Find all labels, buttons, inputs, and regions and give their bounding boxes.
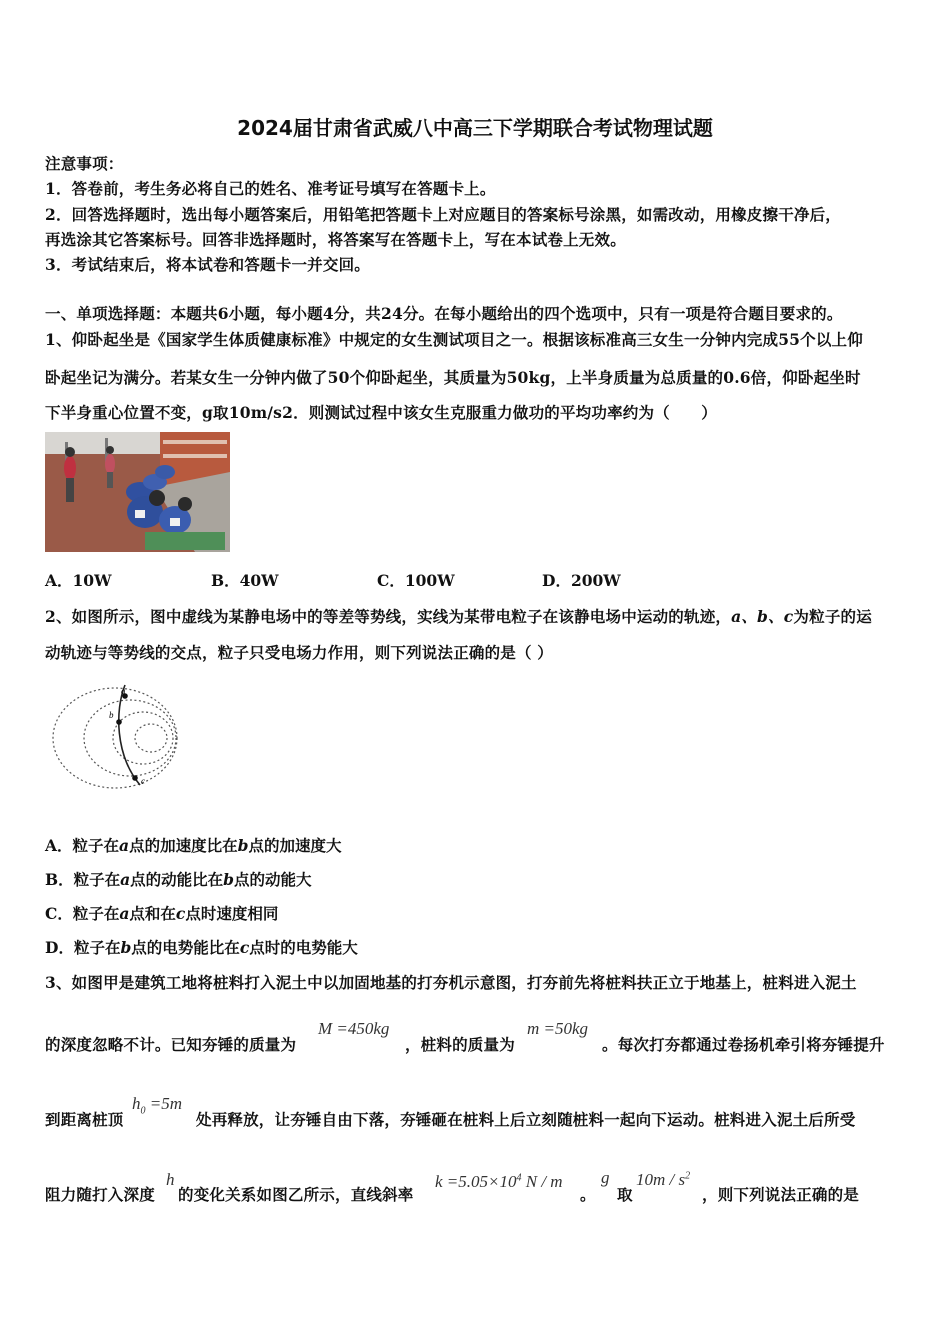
q2-line-1 — [45, 605, 872, 627]
q2-option-a-prefix: A．粒子在 — [45, 836, 120, 855]
q1-line-2: 卧起坐记为满分。若某女生一分钟内做了50个仰卧起坐，其质量为50kg，上半身质量为总质量的0.6倍，仰卧起坐时 — [45, 368, 861, 387]
q3-k-base: k =5.05×10 — [435, 1172, 517, 1191]
q2-option-c-var2: c — [175, 904, 186, 923]
q2-option-a-suffix: 点的加速度大 — [248, 836, 342, 855]
q2-option-b-suffix: 点的动能大 — [234, 870, 312, 889]
q3-mass-M: M =450kg — [318, 1019, 390, 1038]
q3-line-4e: ，则下列说法正确的是 — [702, 1185, 860, 1204]
q2-option-b-prefix: B．粒子在 — [45, 870, 121, 889]
q3-line-2c: 。每次打夯都通过卷扬机牵引将夯锤提升 — [602, 1035, 885, 1054]
q3-k-exp: 4 — [516, 1172, 522, 1184]
q2-option-b-mid: 点的动能比在 — [130, 870, 224, 889]
q3-g-value-exp: 2 — [685, 1170, 691, 1182]
q3-depth-h: h — [166, 1170, 175, 1189]
q3-g-symbol: g — [601, 1168, 610, 1187]
situp-photo — [45, 432, 230, 552]
q2-option-d-suffix: 点时的电势能大 — [249, 938, 358, 957]
q2-option-c-var1: a — [119, 904, 130, 923]
q2-points-abc: a、b、c — [731, 607, 794, 626]
q3-g-value-base: 10m / s — [636, 1170, 686, 1189]
q3-line-3b: 处再释放，让夯锤自由下落，夯锤砸在桩料上后立刻随桩料一起向下运动。桩料进入泥土后所受 — [196, 1110, 856, 1129]
q2-option-b[interactable] — [45, 868, 312, 890]
page-title: 2024届甘肃省武威八中高三下学期联合考试物理试题 — [237, 116, 713, 140]
q2-option-a-var1: a — [119, 836, 130, 855]
equipotential-diagram — [45, 680, 185, 795]
q3-k-unit: N / m — [521, 1172, 563, 1191]
notice-item-3: 3．考试结束后，将本试卷和答题卡一并交回。 — [45, 255, 370, 274]
q3-line-4c: 。 — [580, 1185, 596, 1204]
q3-line-4b: 的变化关系如图乙所示，直线斜率 — [178, 1185, 414, 1204]
q2-option-d-var1: b — [120, 938, 132, 957]
q2-line-2: 动轨迹与等势线的交点，粒子只受电场力作用，则下列说法正确的是（ ） — [45, 643, 553, 662]
q3-line-4d: 取 — [617, 1185, 633, 1204]
q3-g-value — [636, 1170, 690, 1190]
q2-line-1b: 为粒子的运 — [793, 607, 872, 626]
diagram-label-b: b — [109, 710, 114, 720]
q2-option-a-var2: b — [237, 836, 249, 855]
notice-item-2: 2．回答选择题时，选出每小题答案后，用铅笔把答题卡上对应题目的答案标号涂黑，如需改动，用橡皮擦干净后， — [45, 205, 841, 224]
q1-option-d[interactable]: D．200W — [542, 571, 621, 590]
q2-option-c-mid: 点和在 — [129, 904, 176, 923]
q3-height-h0 — [132, 1094, 182, 1116]
q3-line-2b: ，桩料的质量为 — [405, 1035, 515, 1054]
q3-h0-symbol: h — [132, 1094, 141, 1113]
notice-item-2-cont: 再选涂其它答案标号。回答非选择题时，将答案写在答题卡上，写在本试卷上无效。 — [45, 230, 626, 249]
diagram-label-a: a — [121, 686, 126, 696]
diagram-label-c: c — [141, 776, 145, 786]
q3-slope-k — [435, 1172, 563, 1192]
q2-option-c[interactable] — [45, 902, 278, 924]
q2-option-d-prefix: D．粒子在 — [45, 938, 121, 957]
q2-option-a[interactable] — [45, 834, 341, 856]
q1-option-b[interactable]: B．40W — [211, 571, 279, 590]
q3-line-4a: 阻力随打入深度 — [45, 1185, 155, 1204]
q1-line-1: 1、仰卧起坐是《国家学生体质健康标准》中规定的女生测试项目之一。根据该标准高三女生一分钟内完成55个以上仰 — [45, 330, 863, 349]
q2-option-b-var1: a — [120, 870, 131, 889]
q2-option-c-suffix: 点时速度相同 — [185, 904, 279, 923]
notice-heading: 注意事项： — [45, 154, 124, 173]
q1-line-3: 下半身重心位置不变，g取10m/s2．则测试过程中该女生克服重力做功的平均功率约为（ ） — [45, 403, 717, 422]
q3-line-3a: 到距离桩顶 — [45, 1110, 124, 1129]
q2-option-d[interactable] — [45, 936, 358, 958]
q2-option-d-var2: c — [239, 938, 250, 957]
q2-option-d-mid: 点的电势能比在 — [131, 938, 240, 957]
section-heading: 一、单项选择题：本题共6小题，每小题4分，共24分。在每小题给出的四个选项中，只有一项是符合题目要求的。 — [45, 304, 843, 323]
q1-option-c[interactable]: C．100W — [377, 571, 455, 590]
notice-item-1: 1．答卷前，考生务必将自己的姓名、准考证号填写在答题卡上。 — [45, 179, 496, 198]
q3-line-2a: 的深度忽略不计。已知夯锤的质量为 — [45, 1035, 297, 1054]
q3-line-1: 3、如图甲是建筑工地将桩料打入泥土中以加固地基的打夯机示意图，打夯前先将桩料扶正立于地基上，桩料进入泥土 — [45, 973, 857, 992]
q3-h0-sub: 0 — [140, 1105, 146, 1117]
q3-mass-m: m =50kg — [527, 1019, 589, 1038]
q2-option-a-mid: 点的加速度比在 — [129, 836, 238, 855]
q3-h0-value: =5m — [145, 1094, 182, 1113]
q2-option-c-prefix: C．粒子在 — [45, 904, 120, 923]
q2-line-1a: 2、如图所示，图中虚线为某静电场中的等差等势线，实线为某带电粒子在该静电场中运动的轨迹， — [45, 607, 732, 626]
q1-option-a[interactable]: A．10W — [45, 571, 112, 590]
q2-option-b-var2: b — [223, 870, 235, 889]
